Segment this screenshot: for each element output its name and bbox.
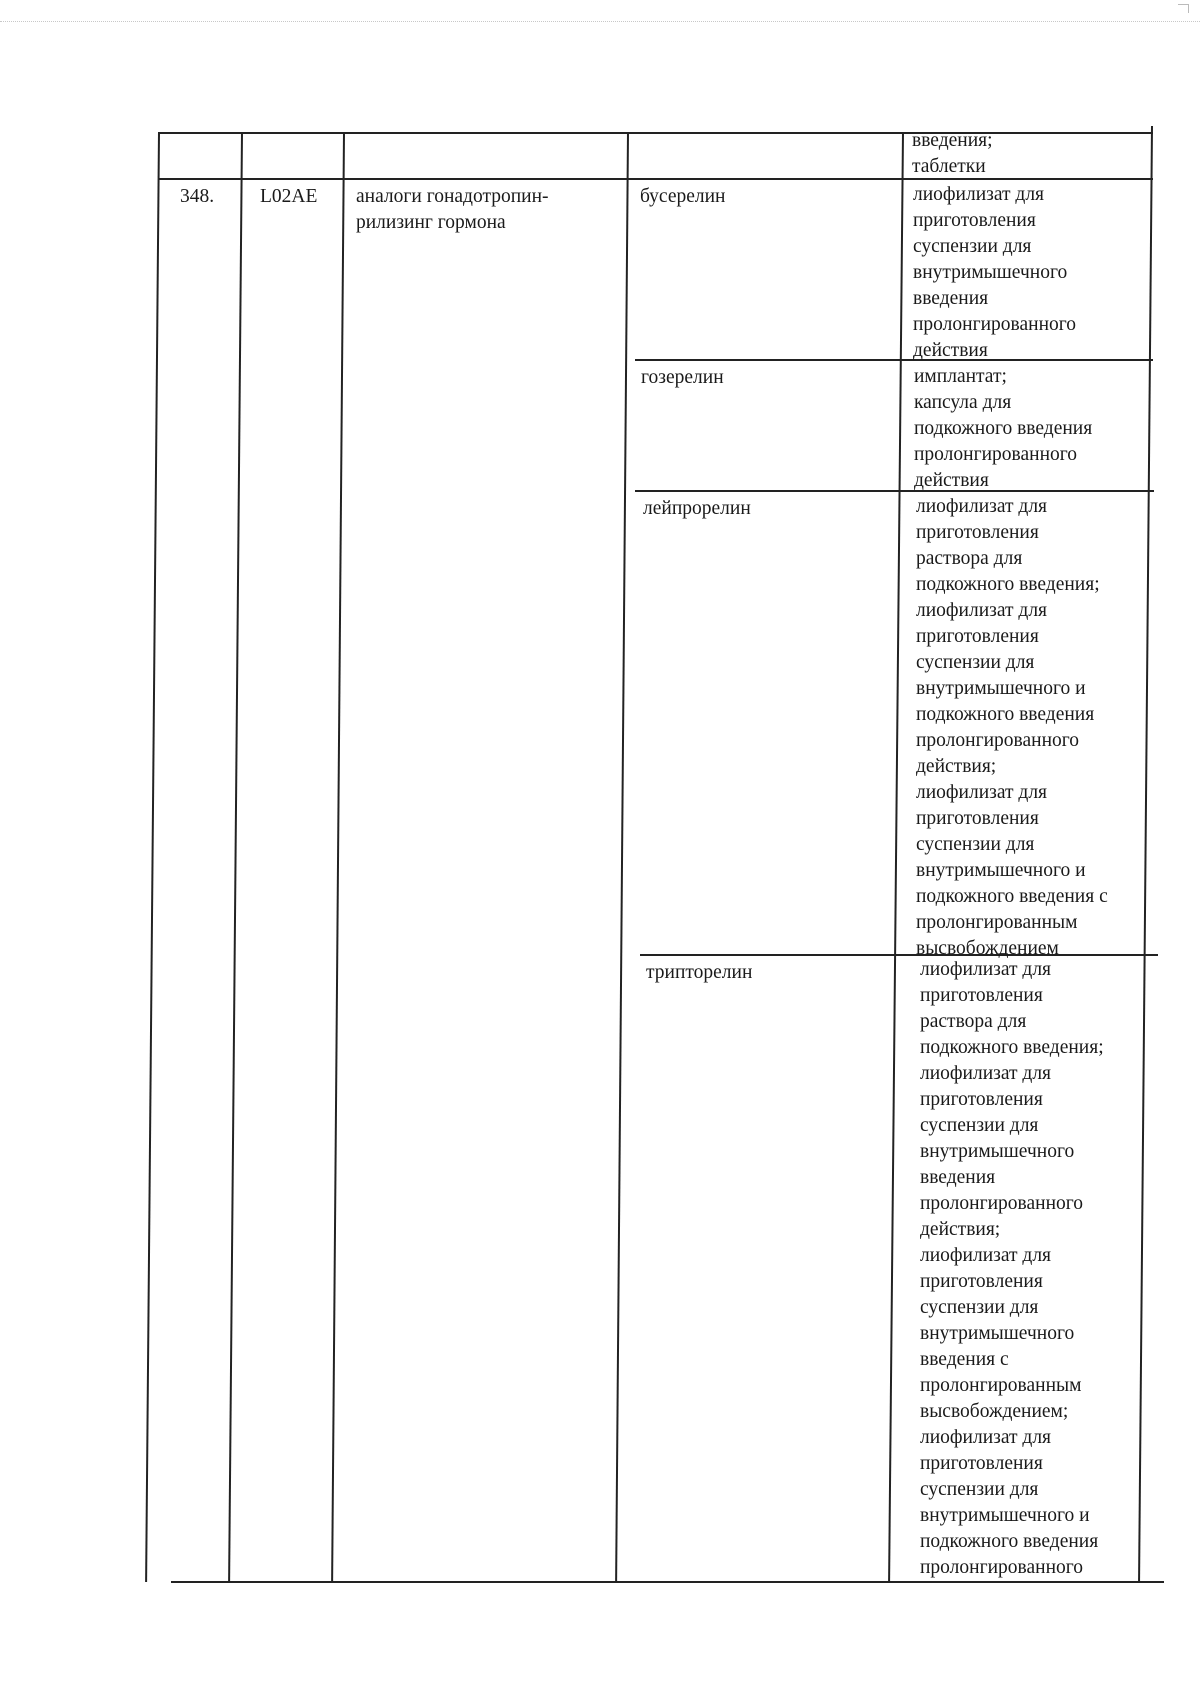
group-name: аналоги гонадотропин- рилизинг гормона [356, 186, 549, 233]
column-divider [331, 132, 344, 1582]
drug-name: лейпрорелин [643, 498, 751, 519]
drug-name: бусерелин [640, 186, 726, 207]
drug-name: трипторелин [646, 962, 753, 983]
row-number: 348. [180, 186, 215, 207]
table-right-border [1138, 126, 1153, 1582]
table-top-border [158, 132, 1153, 134]
drug-form: лиофилизат для приготовления раствора для подкожного введения; лиофилизат для приготовления суспензии для внутримышечного и подкожного введения пролонгированного действия; лиофилизат для приготовления суспензии для внутримышечного и подкожного введения с пролонгированным высвобождением [916, 496, 1108, 959]
drug-form: лиофилизат для приготовления суспензии для внутримышечного введения пролонгированного действия [913, 184, 1077, 361]
scan-edge-line [0, 21, 1200, 22]
column-divider [228, 132, 243, 1582]
table-left-border [145, 132, 160, 1582]
scan-corner-mark [1178, 4, 1189, 13]
continuation-form-cell: введения; таблетки [912, 130, 993, 177]
atc-code: L02AE [260, 186, 318, 207]
drug-form: имплантат; капсула для подкожного введения пролонгированного действия [914, 366, 1093, 491]
row-divider [158, 178, 1153, 180]
table-bottom-border [171, 1581, 1164, 1583]
column-divider [615, 132, 628, 1582]
column-divider [888, 132, 904, 1582]
drug-name: гозерелин [641, 367, 724, 388]
drug-form: лиофилизат для приготовления раствора для подкожного введения; лиофилизат для приготовления суспензии для внутримышечного введения пролонгированного действия; лиофилизат для приготовления суспензии для внутримышечного введения с пролонгированным высвобождением; лиофилизат для приготовления суспензии для внутримышечного и подкожного введения пролонгированного [920, 959, 1104, 1578]
